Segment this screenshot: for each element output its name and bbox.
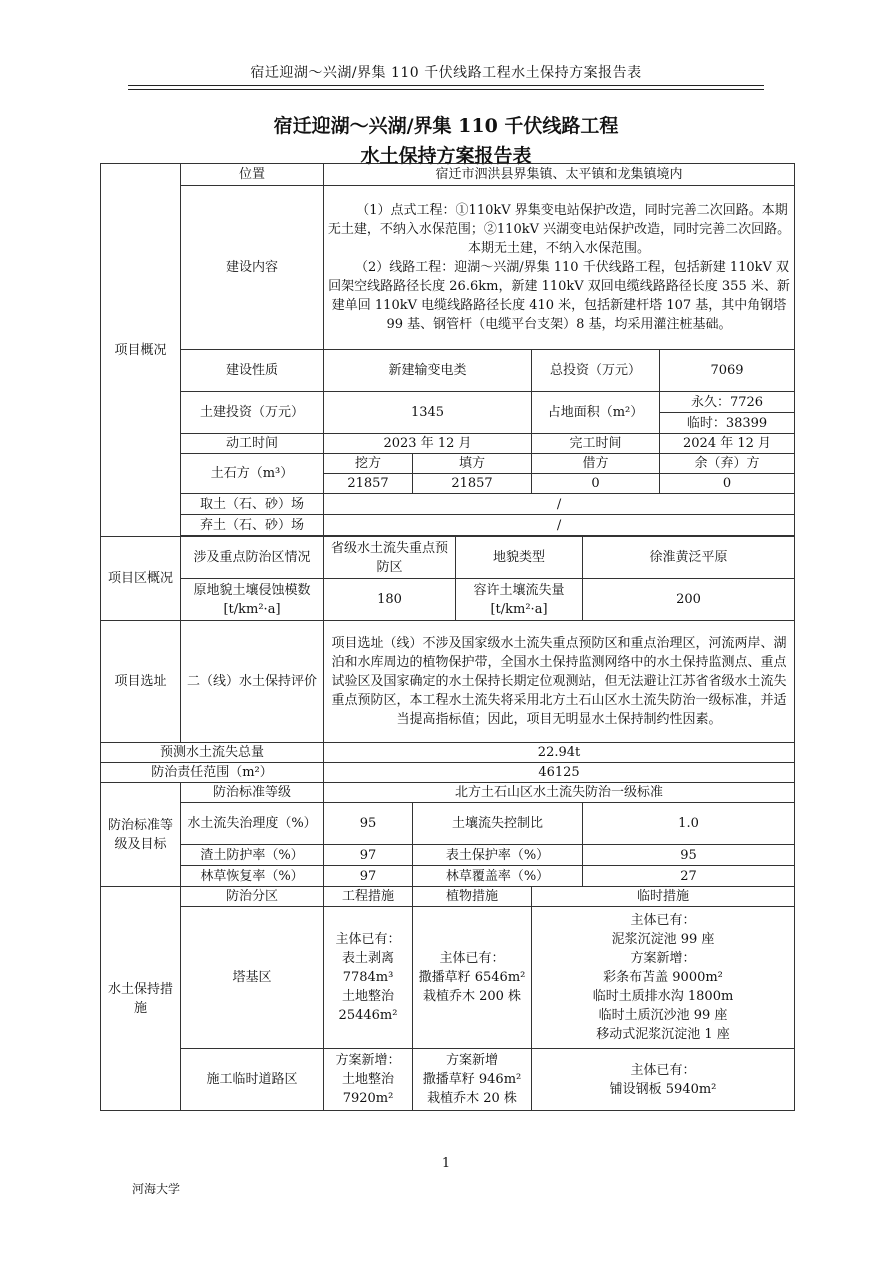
- tower-temp-line: 临时土质沉沙池 99 座: [598, 1008, 728, 1023]
- area-label: 占地面积（m²）: [532, 392, 660, 434]
- total-invest-value: 7069: [660, 350, 795, 392]
- earth-value-borrow: 0: [532, 474, 660, 494]
- earth-header-spoil: 余（弃）方: [660, 454, 795, 474]
- area-temporary: 临时：38399: [660, 413, 795, 434]
- target-value: 95: [583, 845, 795, 866]
- measures-header-zone: 防治分区: [181, 887, 324, 907]
- end-value: 2024 年 12 月: [660, 434, 795, 454]
- tower-eng-line: 土地整治 25446m²: [338, 989, 398, 1023]
- running-header: 宿迁迎湖～兴湖/界集 110 千伏线路工程水土保持方案报告表: [250, 65, 642, 81]
- grade-label: 防治标准等级: [181, 783, 324, 803]
- tower-temp-line: 移动式泥浆沉淀池 1 座: [596, 1027, 730, 1042]
- tower-temp-line: 主体已有：: [630, 913, 696, 928]
- tower-eng-line: 主体已有：: [335, 932, 401, 947]
- allowable-loss-value: 200: [583, 579, 795, 621]
- measures-header-engineering: 工程措施: [324, 887, 413, 907]
- predicted-loss-label: 预测水土流失总量: [101, 743, 324, 763]
- tower-temp-line: 临时土质排水沟 1800m: [592, 989, 734, 1004]
- target-value: 97: [324, 845, 413, 866]
- start-label: 动工时间: [181, 434, 324, 454]
- responsibility-scope-value: 46125: [324, 763, 795, 783]
- measures-header-plant: 植物措施: [413, 887, 532, 907]
- location-label: 位置: [181, 164, 324, 186]
- zone-value: 省级水土流失重点预防区: [324, 537, 456, 579]
- header-rule-thick: [128, 85, 764, 86]
- content-cell: [324, 186, 795, 350]
- predicted-loss-value: 22.94t: [324, 743, 795, 763]
- section-measures: 水土保持措施: [101, 887, 181, 1111]
- target-label: 渣土防护率（%）: [181, 845, 324, 866]
- target-value: 1.0: [583, 803, 795, 845]
- location-value: 宿迁市泗洪县界集镇、太平镇和龙集镇境内: [324, 164, 795, 186]
- target-label: 表土保护率（%）: [413, 845, 583, 866]
- tower-temp-line: 泥浆沉淀池 99 座: [611, 932, 715, 947]
- section-area-overview: 项目区概况: [101, 537, 181, 621]
- section-site-selection: 项目选址: [101, 621, 181, 743]
- target-label: 林草覆盖率（%）: [413, 866, 583, 887]
- earth-value-fill: 21857: [413, 474, 532, 494]
- page-number: 1: [441, 1156, 451, 1171]
- road-temp-line: 铺设钢板 5940m²: [609, 1081, 717, 1097]
- earth-value-cut: 21857: [324, 474, 413, 494]
- earth-header-cut: 挖方: [324, 454, 413, 474]
- earth-label: 土石方（m³）: [181, 454, 324, 494]
- road-plant-line: 撒播草籽 946m²: [422, 1072, 522, 1087]
- road-engineering: [324, 1049, 413, 1111]
- total-invest-label: 总投资（万元）: [532, 350, 660, 392]
- target-value: 27: [583, 866, 795, 887]
- target-label: 水土流失治理度（%）: [181, 803, 324, 845]
- section-project-overview: 项目概况: [101, 164, 181, 537]
- civil-invest-value: 1345: [324, 392, 532, 434]
- nature-value: 新建输变电类: [324, 350, 532, 392]
- footer-organization: 河海大学: [132, 1182, 181, 1196]
- start-value: 2023 年 12 月: [324, 434, 532, 454]
- header-rule-thin: [128, 89, 764, 90]
- road-eng-line: 土地整治 7920m²: [341, 1072, 394, 1106]
- road-temporary: [532, 1049, 795, 1111]
- road-temp-line: 主体已有：: [630, 1062, 696, 1078]
- tower-plant-line: 主体已有：: [439, 951, 505, 966]
- report-table: [100, 163, 795, 1111]
- document-title-line1: 宿迁迎湖～兴湖/界集 110 千伏线路工程: [273, 115, 619, 137]
- responsibility-scope-label: 防治责任范围（m²）: [101, 763, 324, 783]
- content-paragraph-1: （1）点式工程：①110kV 界集变电站保护改造，同时完善二次回路。本期无土建，不纳入水保范围；②110kV 兴湖变电站保护改造，同时完善二次回路。本期无土建，不纳入水保范围。: [327, 203, 791, 256]
- zone-temp-road: 施工临时道路区: [181, 1049, 324, 1111]
- earth-header-borrow: 借方: [532, 454, 660, 474]
- road-eng-line: 方案新增：: [335, 1053, 401, 1068]
- landform-label: 地貌类型: [456, 537, 583, 579]
- zone-label: 涉及重点防治区情况: [181, 537, 324, 579]
- erosion-value: 180: [324, 579, 456, 621]
- target-value: 95: [324, 803, 413, 845]
- borrow-site-value: /: [324, 494, 795, 515]
- civil-invest-label: 土建投资（万元）: [181, 392, 324, 434]
- landform-value: 徐淮黄泛平原: [583, 537, 795, 579]
- spoil-site-label: 弃土（石、砂）场: [181, 515, 324, 536]
- content-paragraph-2: （2）线路工程：迎湖～兴湖/界集 110 千伏线路工程，包括新建 110kV 双回架空线路路径长度 26.6km，新建 110kV 双回电缆线路路径长度 355 米、新建单回 110kV 电缆线路路径长度 410 米，包括新建杆塔 107 基，其中角钢塔 99 基、钢管杆（电缆平台支架）8 基，均采用灌注桩基础。: [328, 260, 790, 332]
- road-plant: [413, 1049, 532, 1111]
- earth-value-spoil: 0: [660, 474, 795, 494]
- site-eval-label: 二（线）水土保持评价: [181, 621, 324, 743]
- measures-header-temporary: 临时措施: [532, 887, 795, 907]
- tower-engineering: [324, 907, 413, 1049]
- document-title-line2: 水土保持方案报告表: [360, 145, 532, 167]
- road-plant-line: 栽植乔木 20 株: [427, 1091, 517, 1106]
- section-standard-targets: 防治标准等级及目标: [101, 783, 181, 887]
- borrow-site-label: 取土（石、砂）场: [181, 494, 324, 515]
- site-eval-text: 项目选址（线）不涉及国家级水土流失重点预防区和重点治理区，河流两岸、湖泊和水库周边的植物保护带，全国水土保持监测网络中的水土保持监测点、重点试验区及国家确定的水土保持长期定位观测站，但无法避让江苏省省级水土流失重点预防区，本工程水土流失将采用北方土石山区水土流失防治一级标准，并适当提高指标值；因此，项目无明显水土保持制约性因素。: [324, 621, 795, 743]
- tower-temporary: [532, 907, 795, 1049]
- allowable-loss-label: 容许土壤流失量[t/km²·a]: [456, 579, 583, 621]
- grade-value: 北方土石山区水土流失防治一级标准: [324, 783, 795, 803]
- tower-temp-line: 方案新增：: [630, 951, 696, 966]
- target-value: 97: [324, 866, 413, 887]
- target-label: 土壤流失控制比: [413, 803, 583, 845]
- tower-temp-line: 彩条布苫盖 9000m²: [603, 970, 723, 985]
- end-label: 完工时间: [532, 434, 660, 454]
- spoil-site-value: /: [324, 515, 795, 536]
- nature-label: 建设性质: [181, 350, 324, 392]
- target-label: 林草恢复率（%）: [181, 866, 324, 887]
- tower-plant: [413, 907, 532, 1049]
- area-permanent: 永久：7726: [660, 392, 795, 413]
- tower-plant-line: 栽植乔木 200 株: [422, 989, 522, 1004]
- road-plant-line: 方案新增: [445, 1053, 498, 1068]
- earth-header-fill: 填方: [413, 454, 532, 474]
- zone-tower-base: 塔基区: [181, 907, 324, 1049]
- content-label: 建设内容: [181, 186, 324, 350]
- erosion-label: 原地貌土壤侵蚀模数[t/km²·a]: [181, 579, 324, 621]
- tower-eng-line: 表土剥离 7784m³: [341, 951, 394, 985]
- tower-plant-line: 撒播草籽 6546m²: [418, 970, 526, 985]
